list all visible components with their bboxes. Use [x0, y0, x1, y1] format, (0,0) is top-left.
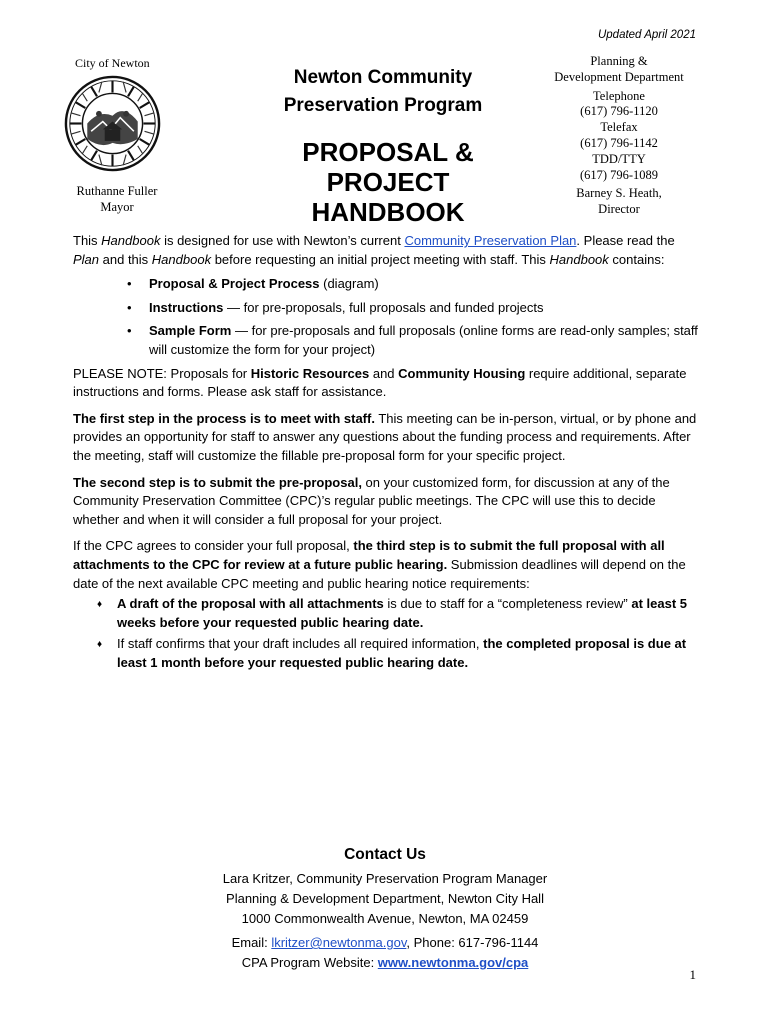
telephone-number: (617) 796-1120	[580, 104, 658, 119]
list-item-text: — for pre-proposals, full proposals and funded projects	[223, 299, 544, 315]
mayor-title: Mayor	[100, 200, 134, 214]
note-bold: Historic Resources	[250, 365, 370, 381]
list-item	[73, 299, 698, 318]
list-item-text: — for pre-proposals and full proposals (online forms are read-only samples; staff will customize the form for your project)	[149, 323, 698, 357]
step1-paragraph	[73, 410, 698, 466]
requirement-bold: the completed proposal is due at least 1 month before your requested public hearing date.	[117, 636, 687, 670]
step2-bold: The second step is to submit the pre-proposal,	[73, 474, 362, 490]
list-item-bold: Instructions	[149, 299, 224, 315]
list-item	[73, 275, 698, 294]
community-preservation-plan-link[interactable]: Community Preservation Plan	[404, 233, 577, 248]
contact-heading: Contact Us	[344, 846, 426, 863]
handbook-word: Handbook	[101, 233, 161, 248]
note-bold: Community Housing	[398, 365, 526, 381]
handbook-title-line1: PROPOSAL & PROJECT	[302, 137, 474, 197]
diamond-bullet-icon: ♦	[97, 599, 103, 611]
telephone-label: Telephone	[593, 88, 645, 103]
list-item-bold: Sample Form	[149, 323, 232, 339]
department-contact-block	[540, 54, 698, 218]
intro-text: is designed for use with Newton’s current	[160, 233, 405, 248]
website-link[interactable]: www.newtonma.gov/cpa	[377, 955, 529, 970]
requirements-list	[73, 595, 698, 672]
note-paragraph	[73, 365, 698, 402]
bullet-dot-icon: •	[127, 299, 132, 315]
intro-text: before requesting an initial project meeting with staff. This	[211, 251, 550, 267]
step1-bold: The first step in the process is to meet with staff.	[73, 410, 375, 426]
director-title: Director	[598, 202, 640, 217]
website-label: CPA Program Website:	[241, 955, 378, 970]
mayor-name: Ruthanne Fuller	[76, 184, 158, 198]
bullet-dot-icon: •	[127, 276, 132, 292]
requirement-text: is due to staff for a “completeness review”	[383, 596, 632, 612]
city-name: City of Newton	[75, 56, 150, 70]
note-text: require additional, separate instructions and forms. Please ask staff for assistance.	[73, 365, 687, 400]
phone-label: , Phone:	[406, 935, 459, 950]
tdd-number: (617) 796-1089	[579, 167, 659, 182]
telefax-number: (617) 796-1142	[580, 135, 658, 150]
director-name: Barney S. Heath,	[576, 186, 662, 201]
program-title-line1: Newton Community	[293, 67, 473, 88]
mayor-block	[62, 183, 172, 215]
step3-text: Submission deadlines will depend on the date of the next available CPC meeting and public hearing notice requirements:	[73, 556, 686, 591]
telefax-label: Telefax	[600, 120, 638, 135]
updated-date: Updated April 2021	[597, 29, 696, 41]
intro-text: contains:	[608, 251, 665, 267]
step3-bold: the third step is to submit the full proposal with all attachments to the CPC for review at a future public hearing.	[73, 538, 665, 572]
city-seal-icon	[64, 75, 161, 172]
program-title	[268, 64, 498, 120]
contact-address: 1000 Commonwealth Avenue, Newton, MA 02459	[241, 911, 529, 926]
diamond-bullet-icon: ♦	[97, 639, 103, 651]
requirement-text: If staff confirms that your draft includes all required information,	[117, 636, 484, 652]
bullet-dot-icon: •	[127, 323, 132, 339]
step3-text: If the CPC agrees to consider your full proposal,	[73, 538, 354, 554]
intro-text: This	[73, 233, 102, 248]
contact-name: Lara Kritzer, Community Preservation Program Manager	[222, 871, 548, 886]
list-item-bold: Proposal & Project Process	[149, 276, 320, 292]
step2-text: on your customized form, for discussion at any of the Community Preservation Committee (CPC)’s regular public meetings. The CPC will use this to decide whether and when it will consider a full proposal for your project.	[73, 474, 670, 527]
phone-number: 617-796-1144	[458, 935, 539, 950]
step1-text: This meeting can be in-person, virtual, or by phone and provides an opportunity for staff to answer any questions about the funding process and requirements. After the meeting, staff will customize the fillable pre-proposal form for your specific project.	[73, 410, 697, 463]
page-number: 1	[689, 967, 696, 982]
list-item	[73, 635, 698, 672]
department-name-line1: Planning &	[590, 54, 648, 68]
handbook-word: Handbook	[151, 251, 212, 267]
tdd-label: TDD/TTY	[592, 151, 646, 166]
contents-list	[73, 275, 698, 359]
list-item	[73, 595, 698, 632]
step2-paragraph	[73, 474, 698, 530]
note-text: PLEASE NOTE: Proposals for	[73, 365, 251, 381]
intro-paragraph	[73, 232, 698, 269]
main-content	[73, 232, 698, 675]
email-label: Email:	[231, 935, 272, 950]
intro-text: and this	[99, 251, 152, 267]
contact-department: Planning & Development Department, Newton City Hall	[226, 891, 544, 906]
plan-word: Plan	[73, 251, 100, 267]
intro-text: . Please read the	[576, 233, 675, 248]
department-name-line2: Development Department	[554, 69, 684, 84]
contact-website	[150, 953, 620, 973]
program-title-line2: Preservation Program	[283, 95, 483, 116]
step3-paragraph	[73, 537, 698, 593]
contact-section	[150, 845, 620, 973]
list-item-text: (diagram)	[319, 276, 379, 292]
list-item	[73, 322, 698, 359]
note-text: and	[369, 365, 399, 381]
handbook-title	[238, 137, 538, 227]
handbook-word: Handbook	[549, 251, 609, 267]
handbook-title-line2: HANDBOOK	[311, 197, 465, 227]
email-link[interactable]: lkritzer@newtonma.gov	[271, 935, 407, 950]
requirement-bold: at least 5 weeks before your requested public hearing date.	[117, 596, 688, 630]
requirement-bold: A draft of the proposal with all attachments	[117, 596, 384, 612]
contact-email-phone	[150, 933, 620, 953]
